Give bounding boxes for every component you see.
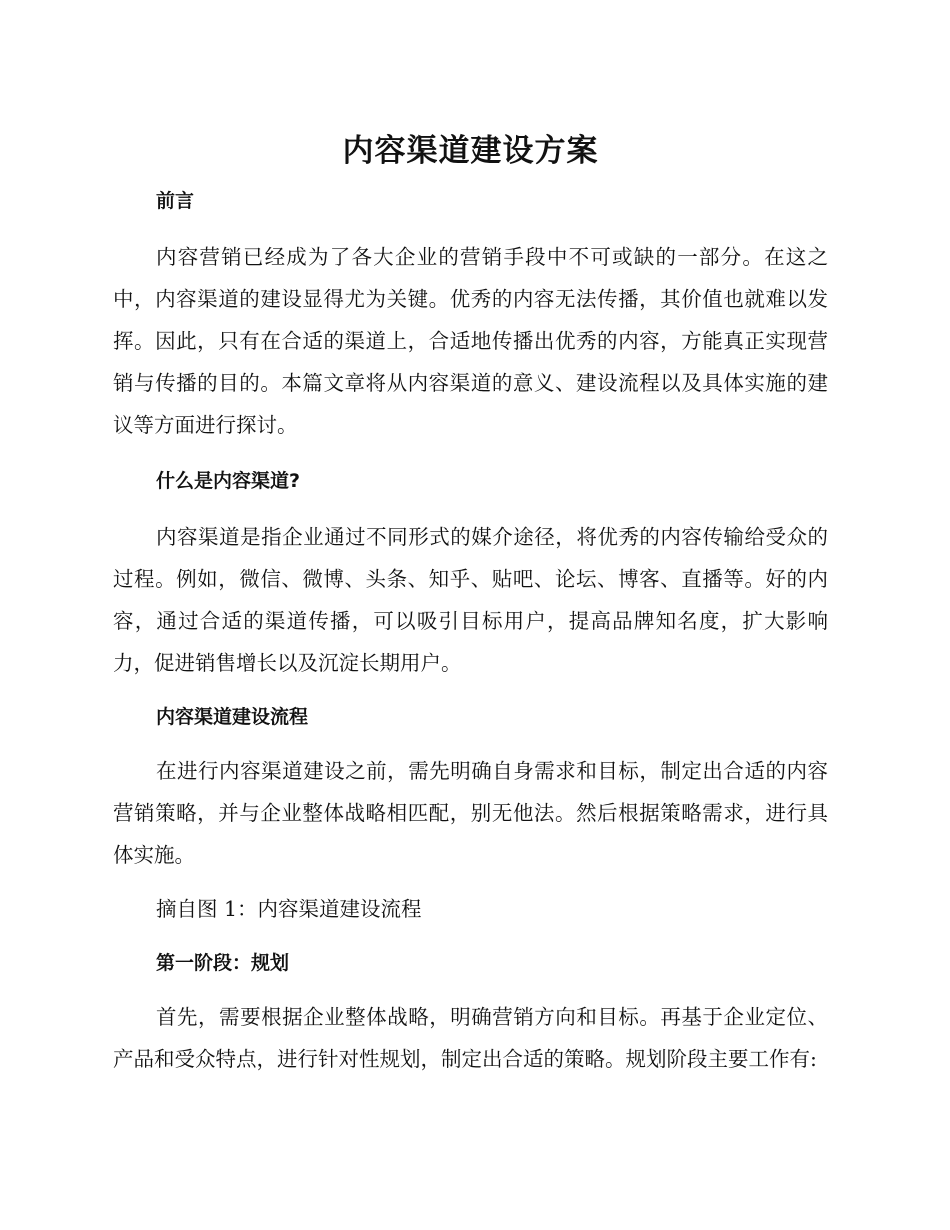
paragraph-process: 在进行内容渠道建设之前，需先明确自身需求和目标，制定出合适的内容营销策略，并与企业整体战略相匹配，别无他法。然后根据策略需求，进行具体实施。 bbox=[113, 759, 828, 867]
section-heading-stage1: 第一阶段：规划 bbox=[156, 952, 290, 974]
section-heading-process: 内容渠道建设流程 bbox=[156, 706, 309, 728]
section-heading-what: 什么是内容渠道? bbox=[156, 470, 301, 492]
section-heading-intro: 前言 bbox=[156, 190, 195, 212]
paragraph-intro: 内容营销已经成为了各大企业的营销手段中不可或缺的一部分。在这之中，内容渠道的建设显得尤为关键。优秀的内容无法传播，其价值也就难以发挥。因此，只有在合适的渠道上，合适地传播出优秀的内容，方能真正实现营销与传播的目的。本篇文章将从内容渠道的意义、建设流程以及具体实施的建议等方面进行探讨。 bbox=[113, 245, 828, 437]
figure-caption: 摘自图 1：内容渠道建设流程 bbox=[156, 897, 422, 921]
document-title: 内容渠道建设方案 bbox=[342, 133, 599, 169]
paragraph-what: 内容渠道是指企业通过不同形式的媒介途径，将优秀的内容传输给受众的过程。例如，微信、微博、头条、知乎、贴吧、论坛、博客、直播等。好的内容，通过合适的渠道传播，可以吸引目标用户，提高品牌知名度，扩大影响力，促进销售增长以及沉淀长期用户。 bbox=[113, 525, 828, 675]
paragraph-stage1: 首先，需要根据企业整体战略，明确营销方向和目标。再基于企业定位、产品和受众特点，进行针对性规划，制定出合适的策略。规划阶段主要工作有: bbox=[113, 1005, 828, 1071]
